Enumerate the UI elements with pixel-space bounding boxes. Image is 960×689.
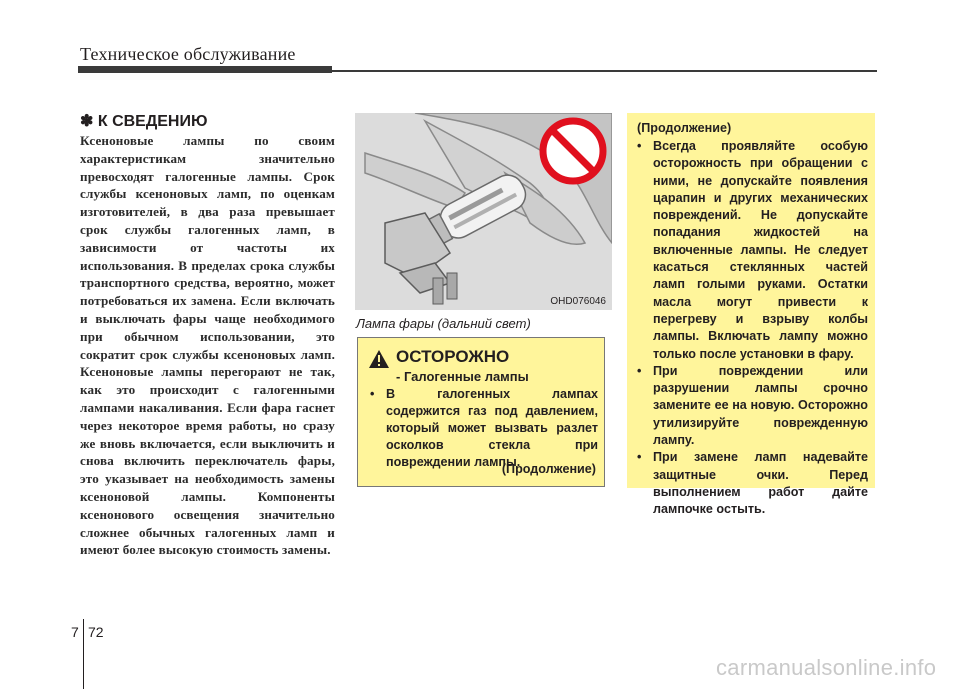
warning-subtitle: - Галогенные лампы: [396, 369, 529, 384]
figure-code: OHD076046: [550, 296, 606, 307]
header-rule-thin: [332, 70, 877, 72]
continuation-list: [635, 138, 868, 519]
bulb-in-hand-illustration: [355, 113, 612, 310]
warning-item: • В галогенных лампах содержится газ под давлением, который может вызвать разлет осколков стекла при повреждении лампы.: [368, 386, 598, 471]
warning-list: [368, 386, 598, 471]
footer-divider: [83, 619, 84, 689]
headlamp-bulb-figure: [355, 113, 612, 310]
continuation-label: (Продолжение): [637, 121, 732, 135]
warning-continued: (Продолжение): [501, 462, 596, 476]
section-title: Техническое обслуживание: [80, 44, 296, 64]
info-body: Ксеноновые лампы по своим характеристикам значительно превосходят галогенные лампы. Срок службы ксеноновых ламп, по оценкам изготовителей, в два раза превышает срок службы галогенных ламп, в зависимости от частоты их использования. В пределах срока службы транспортного средства, вероятно, может потребоваться их замена. Если включать и выключать фары чаще необходимого при обычном использовании, это сократит срок службы ксеноновых ламп. Ксеноновые лампы перегорают не так, как это происходит с галогенными лампами накаливания. Если фара гаснет через некоторое время работы, но сразу же вновь включается, если выключить и снова включить переключатель фары, это указывает на необходимость замены ксеноновой лампы. Компоненты ксенонового освещения значительно сложнее обычных галогенных ламп и имеют более высокую стоимость замены.: [80, 133, 335, 558]
header-rule-thick: [78, 66, 332, 73]
figure-caption: Лампа фары (дальний свет): [356, 316, 531, 331]
watermark: carmanualsonline.info: [716, 655, 937, 680]
warning-triangle-icon: [368, 349, 390, 369]
continuation-item: • При повреждении или разрушении лампы срочно замените ее на новую. Осторожно утилизируйте поврежденную лампу.: [635, 363, 868, 449]
continuation-box: [627, 113, 875, 517]
chapter-number: 7: [71, 624, 79, 640]
page-number: 72: [88, 624, 104, 640]
continuation-item: • При замене ламп надевайте защитные очки. Перед выполнением работ дайте лампочке остыть.: [635, 449, 868, 518]
warning-box: [357, 337, 605, 487]
info-heading: ✽ К СВЕДЕНИЮ: [80, 113, 208, 130]
continuation-item: • Всегда проявляйте особую осторожность при обращении с ними, не допускайте появления царапин и других механических повреждений. Не допускайте попадания жидкостей на включенные лампы. Не следует касаться стеклянных частей ламп голыми руками. Остатки масла могут привести к перегреву и взрыву колбы лампы. Включать лампу можно только после установки в фару.: [635, 138, 868, 363]
warning-title: ОСТОРОЖНО: [396, 347, 510, 366]
